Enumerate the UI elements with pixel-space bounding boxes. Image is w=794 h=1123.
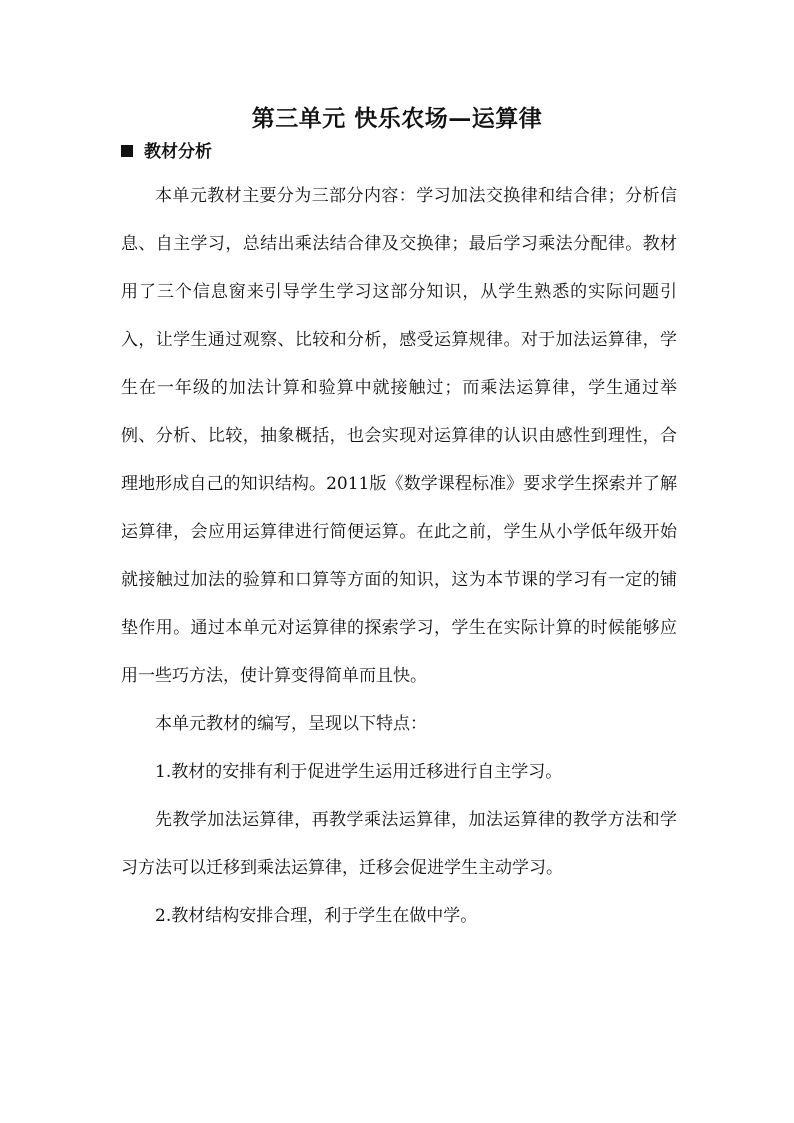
document-title: 第三单元 快乐农场—运算律 [251, 105, 543, 132]
section-heading-label: 教材分析 [144, 142, 212, 162]
list-item-point-1: 1.教材的安排有利于促进学生运用迁移进行自主学习。 [155, 762, 563, 782]
body-text [121, 172, 677, 940]
paragraph-point-1-body: 先教学加法运算律，再教学乘法运算律，加法运算律的教学方法和学习方法可以迁移到乘法运算律，迁移会促进学生主动学习。 [121, 810, 677, 878]
paragraph-features-intro: 本单元教材的编写，呈现以下特点： [155, 714, 427, 734]
paragraph-intro: 本单元教材主要分为三部分内容：学习加法交换律和结合律；分析信息、自主学习，总结出乘法结合律及交换律；最后学习乘法分配律。教材用了三个信息窗来引导学生学习这部分知识，从学生熟悉的实际问题引入，让学生通过观察、比较和分析，感受运算规律。对于加法运算律，学生在一年级的加法计算和验算中就接触过；而乘法运算律，学生通过举例、分析、比较，抽象概括，也会实现对运算律的认识由感性到理性，合理地形成自己的知识结构。2011版《数学课程标准》要求学生探索并了解运算律，会应用运算律进行简便运算。在此之前，学生从小学低年级开始就接触过加法的验算和口算等方面的知识，这为本节课的学习有一定的铺垫作用。通过本单元对运算律的探索学习，学生在实际计算的时候能够应用一些巧方法，使计算变得简单而且快。 [121, 186, 677, 686]
section-heading [121, 137, 212, 162]
list-item-point-2: 2.教材结构安排合理，利于学生在做中学。 [155, 906, 478, 926]
square-bullet-icon [121, 145, 133, 157]
